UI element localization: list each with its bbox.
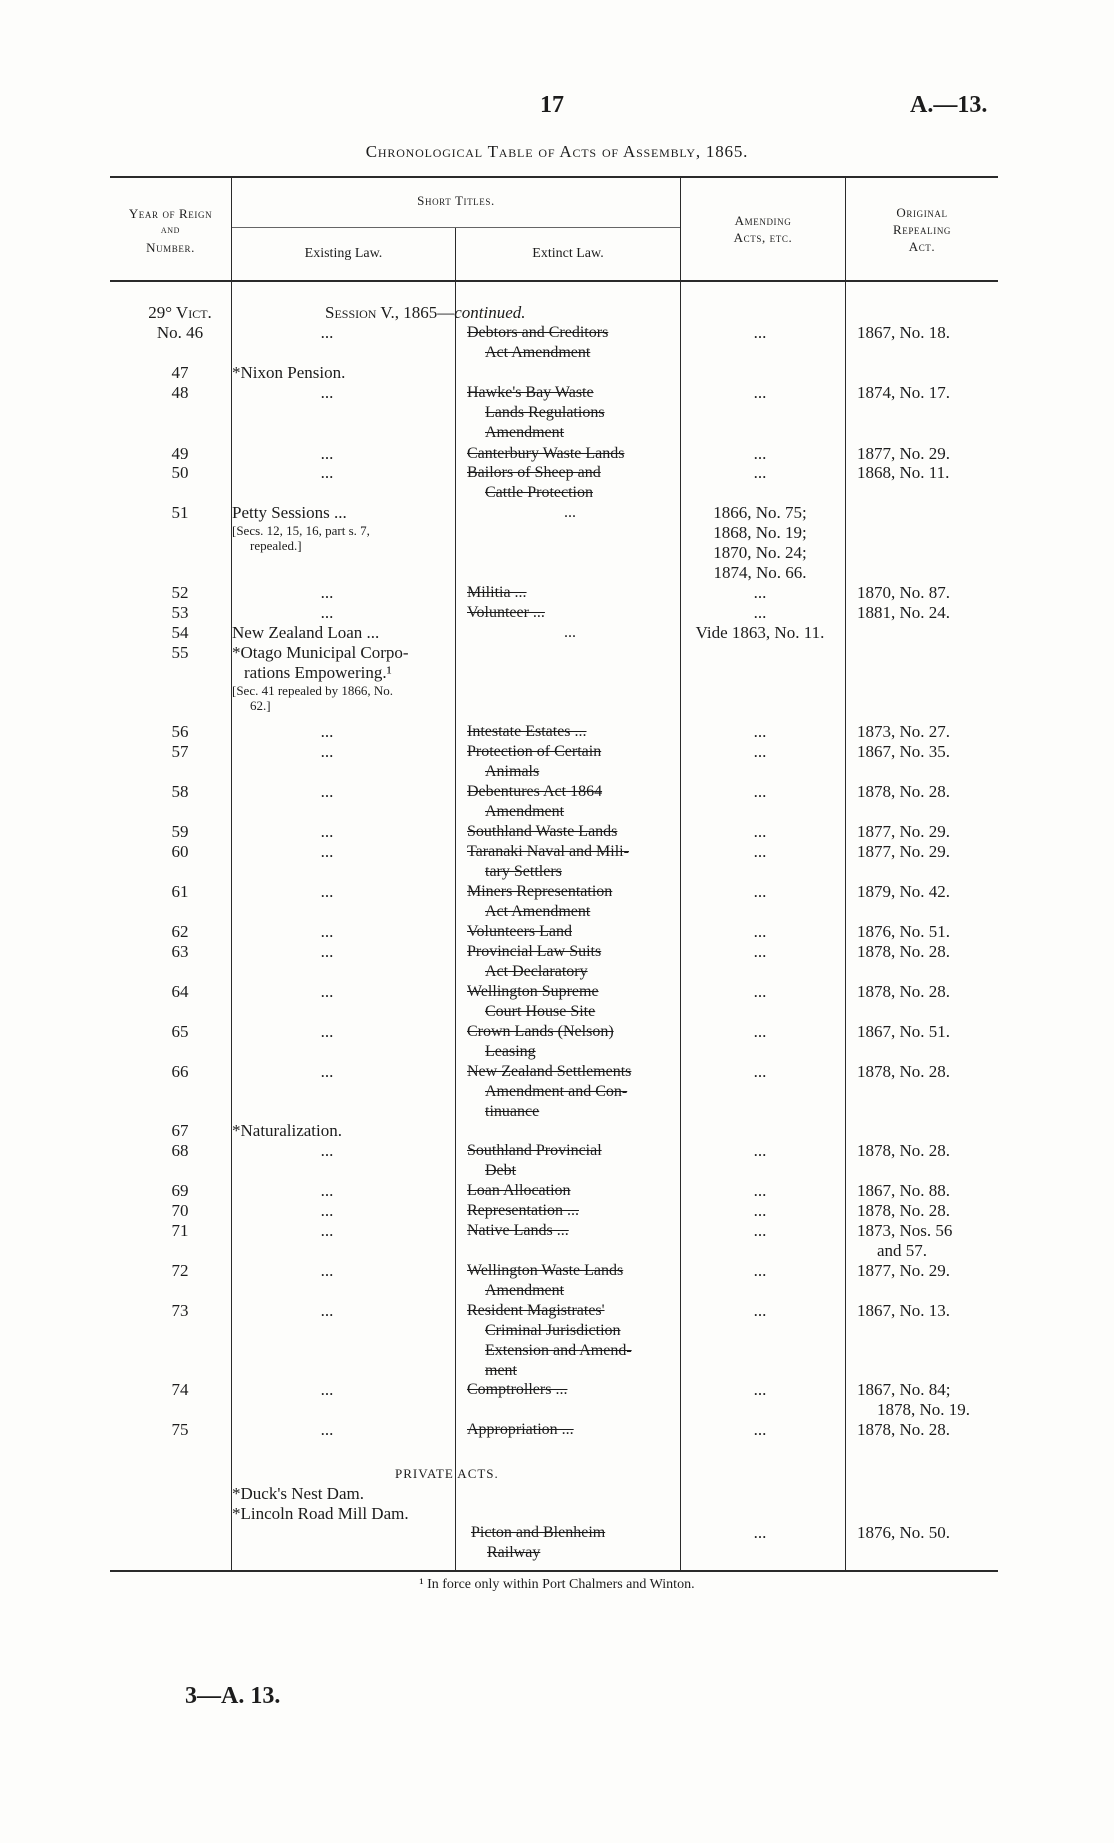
extinct-law: Wellington Waste Lands Amendment bbox=[467, 1262, 624, 1299]
existing-law: ... bbox=[320, 782, 334, 801]
private-extinct: Picton and Blenheim Railway bbox=[471, 1524, 606, 1561]
extinct-law: ... bbox=[564, 504, 576, 521]
existing-law: ... bbox=[320, 1022, 334, 1041]
extinct-law: Hawke's Bay Waste Lands Regulations Amendment bbox=[467, 384, 605, 441]
header-top-rule bbox=[110, 176, 998, 178]
row-number: 69 bbox=[171, 1181, 189, 1200]
extinct-law: Canterbury Waste Lands bbox=[467, 445, 625, 462]
extinct-law: Taranaki Naval and Mili- tary Settlers bbox=[467, 843, 629, 880]
repealing-act: 1867, No. 18. bbox=[857, 323, 951, 342]
row-number: 66 bbox=[171, 1062, 189, 1081]
extinct-law: Resident Magistrates' Criminal Jurisdiction Extension and Amend- ment bbox=[467, 1302, 632, 1379]
amending-acts: 1866, No. 75; 1868, No. 19; 1870, No. 24; 1874, No. 66. bbox=[713, 503, 807, 582]
repealing-act: 1877, No. 29. bbox=[857, 444, 951, 463]
existing-law: ... bbox=[320, 882, 334, 901]
existing-law: *Naturalization. bbox=[232, 1121, 342, 1140]
repealing-act: 1878, No. 28. bbox=[857, 782, 951, 801]
amending-acts: ... bbox=[753, 782, 767, 801]
amending-acts: ... bbox=[753, 1261, 767, 1280]
repealing-act: 1867, No. 51. bbox=[857, 1022, 951, 1041]
existing-law: ... bbox=[320, 323, 334, 342]
amending-acts: ... bbox=[753, 1141, 767, 1160]
repealing-act: 1867, No. 35. bbox=[857, 742, 951, 761]
amending-acts: ... bbox=[753, 463, 767, 482]
extinct-law: Southland Waste Lands bbox=[467, 823, 618, 840]
row-number: 63 bbox=[171, 942, 189, 961]
repealing-act: 1873, Nos. 56 and 57. bbox=[857, 1221, 953, 1260]
existing-law: ... bbox=[320, 822, 334, 841]
repealing-act: 1870, No. 87. bbox=[857, 583, 951, 602]
short-titles-divider bbox=[232, 227, 680, 228]
existing-law: ... bbox=[320, 842, 334, 861]
amending-acts: ... bbox=[753, 444, 767, 463]
row-number: 67 bbox=[171, 1121, 189, 1140]
existing-law: Petty Sessions ... bbox=[232, 503, 347, 522]
repealing-act: 1878, No. 28. bbox=[857, 982, 951, 1001]
repealing-act: 1877, No. 29. bbox=[857, 1261, 951, 1280]
signature-mark: 3—A. 13. bbox=[185, 1683, 281, 1709]
header-extinct: Extinct Law. bbox=[532, 246, 604, 261]
amending-acts: Vide 1863, No. 11. bbox=[695, 623, 825, 642]
extinct-law: Bailors of Sheep and Cattle Protection bbox=[467, 464, 601, 501]
row-number: 49 bbox=[171, 444, 189, 463]
amending-acts: ... bbox=[753, 942, 767, 961]
row-number: 54 bbox=[171, 623, 189, 642]
amending-acts: ... bbox=[753, 383, 767, 402]
row-number: 51 bbox=[171, 503, 189, 522]
repealing-act: 1878, No. 28. bbox=[857, 1141, 951, 1160]
extinct-law: Volunteers Land bbox=[467, 923, 573, 940]
existing-law: ... bbox=[320, 1141, 334, 1160]
private-acts-label: PRIVATE ACTS. bbox=[395, 1466, 499, 1481]
amending-acts: ... bbox=[753, 1301, 767, 1320]
header-existing: Existing Law. bbox=[304, 246, 383, 261]
extinct-law: Militia ... bbox=[467, 584, 527, 601]
amending-acts: ... bbox=[753, 323, 767, 342]
extinct-law: Provincial Law Suits Act Declaratory bbox=[467, 943, 602, 980]
document-code: A.—13. bbox=[910, 92, 988, 118]
existing-law-note: [Secs. 12, 15, 16, part s. 7, repealed.] bbox=[232, 523, 370, 553]
row-number: 75 bbox=[171, 1420, 189, 1439]
row-number: No. 46 bbox=[156, 323, 204, 342]
row-number: 61 bbox=[171, 882, 189, 901]
amending-acts: ... bbox=[753, 822, 767, 841]
private-item: *Duck's Nest Dam. bbox=[232, 1484, 364, 1503]
repealing-act: 1877, No. 29. bbox=[857, 842, 951, 861]
extinct-law: Appropriation ... bbox=[467, 1421, 574, 1438]
repealing-act: 1873, No. 27. bbox=[857, 722, 951, 741]
row-number: 52 bbox=[171, 583, 189, 602]
row-number: 57 bbox=[171, 742, 189, 761]
row-number: 71 bbox=[171, 1221, 189, 1240]
amending-acts: ... bbox=[753, 882, 767, 901]
existing-law-note: [Sec. 41 repealed by 1866, No. 62.] bbox=[232, 683, 394, 713]
year-label: 29° Vict. bbox=[148, 303, 212, 322]
amending-acts: ... bbox=[753, 742, 767, 761]
repealing-act: 1878, No. 28. bbox=[857, 1201, 951, 1220]
existing-law: ... bbox=[320, 583, 334, 602]
extinct-law: Protection of Certain Animals bbox=[467, 743, 602, 780]
existing-law: ... bbox=[320, 922, 334, 941]
repealing-act: 1878, No. 28. bbox=[857, 1062, 951, 1081]
row-number: 50 bbox=[171, 463, 189, 482]
extinct-law: Loan Allocation bbox=[467, 1182, 571, 1199]
extinct-law: Southland Provincial Debt bbox=[467, 1142, 602, 1179]
header-amending: Amending Acts, etc. bbox=[733, 213, 793, 245]
extinct-law: Volunteer ... bbox=[467, 604, 545, 621]
existing-law: ... bbox=[320, 1221, 334, 1240]
header-short-titles: Short Titles. bbox=[417, 193, 495, 208]
extinct-law: Debentures Act 1864 Amendment bbox=[467, 783, 603, 820]
row-number: 65 bbox=[171, 1022, 189, 1041]
private-item: *Lincoln Road Mill Dam. bbox=[232, 1504, 409, 1523]
existing-law: New Zealand Loan ... bbox=[232, 623, 380, 642]
existing-law: ... bbox=[320, 383, 334, 402]
amending-acts: ... bbox=[753, 1221, 767, 1240]
existing-law: ... bbox=[320, 463, 334, 482]
extinct-law: Representation ... bbox=[467, 1202, 579, 1219]
extinct-law: Native Lands ... bbox=[467, 1222, 569, 1239]
row-number: 55 bbox=[171, 643, 189, 662]
row-number: 70 bbox=[171, 1201, 189, 1220]
row-number: 59 bbox=[171, 822, 189, 841]
extinct-law: Debtors and Creditors Act Amendment bbox=[467, 324, 609, 361]
repealing-act: 1874, No. 17. bbox=[857, 383, 951, 402]
repealing-act: 1867, No. 84; 1878, No. 19. bbox=[857, 1380, 971, 1419]
row-number: 58 bbox=[171, 782, 189, 801]
row-number: 56 bbox=[171, 722, 189, 741]
page-number: 17 bbox=[540, 92, 564, 118]
private-repealing: 1876, No. 50. bbox=[857, 1523, 951, 1542]
extinct-law: Wellington Supreme Court House Site bbox=[467, 983, 599, 1020]
amending-acts: ... bbox=[753, 1022, 767, 1041]
row-number: 48 bbox=[171, 383, 189, 402]
extinct-law: Intestate Estates ... bbox=[467, 723, 587, 740]
extinct-law: Crown Lands (Nelson) Leasing bbox=[467, 1023, 614, 1060]
footnote: ¹ In force only within Port Chalmers and Winton. bbox=[419, 1577, 695, 1592]
existing-law: ... bbox=[320, 603, 334, 622]
session-heading: Session V., 1865—continued. bbox=[325, 303, 526, 322]
existing-law: ... bbox=[320, 722, 334, 741]
row-number: 53 bbox=[171, 603, 189, 622]
existing-law: ... bbox=[320, 1062, 334, 1081]
row-number: 72 bbox=[171, 1261, 189, 1280]
existing-law: *Nixon Pension. bbox=[232, 363, 346, 382]
existing-law: ... bbox=[320, 982, 334, 1001]
repealing-act: 1867, No. 13. bbox=[857, 1301, 951, 1320]
existing-law: *Otago Municipal Corpo- rations Empowering.¹ bbox=[232, 643, 409, 682]
repealing-act: 1876, No. 51. bbox=[857, 922, 951, 941]
amending-acts: ... bbox=[753, 842, 767, 861]
amending-acts: ... bbox=[753, 1420, 767, 1439]
header-repealing: Original Repealing Act. bbox=[892, 205, 952, 254]
existing-law: ... bbox=[320, 444, 334, 463]
repealing-act: 1879, No. 42. bbox=[857, 882, 951, 901]
repealing-act: 1877, No. 29. bbox=[857, 822, 951, 841]
row-number: 64 bbox=[171, 982, 189, 1001]
header-bottom-rule bbox=[110, 280, 998, 282]
existing-law: ... bbox=[320, 1420, 334, 1439]
repealing-act: 1878, No. 28. bbox=[857, 1420, 951, 1439]
existing-law: ... bbox=[320, 1261, 334, 1280]
amending-acts: ... bbox=[753, 922, 767, 941]
existing-law: ... bbox=[320, 1201, 334, 1220]
table-bottom-rule bbox=[110, 1570, 998, 1572]
header-year: Year of Reign and Number. bbox=[128, 206, 213, 255]
extinct-law: Miners Representation Act Amendment bbox=[467, 883, 613, 920]
amending-acts: ... bbox=[753, 1201, 767, 1220]
repealing-act: 1878, No. 28. bbox=[857, 942, 951, 961]
amending-acts: ... bbox=[753, 1062, 767, 1081]
col-line-2 bbox=[455, 228, 456, 1570]
row-number: 73 bbox=[171, 1301, 189, 1320]
amending-acts: ... bbox=[753, 1380, 767, 1399]
private-amend: ... bbox=[753, 1523, 767, 1542]
page-title: Chronological Table of Acts of Assembly, 1865. bbox=[365, 142, 749, 161]
existing-law: ... bbox=[320, 942, 334, 961]
amending-acts: ... bbox=[753, 982, 767, 1001]
row-number: 62 bbox=[171, 922, 189, 941]
extinct-law: Comptrollers ... bbox=[467, 1381, 568, 1398]
existing-law: ... bbox=[320, 742, 334, 761]
row-number: 47 bbox=[171, 363, 189, 382]
row-number: 60 bbox=[171, 842, 189, 861]
amending-acts: ... bbox=[753, 603, 767, 622]
amending-acts: ... bbox=[753, 583, 767, 602]
row-number: 74 bbox=[171, 1380, 189, 1399]
extinct-law: New Zealand Settlements Amendment and Con- tinuance bbox=[467, 1063, 632, 1120]
repealing-act: 1867, No. 88. bbox=[857, 1181, 951, 1200]
repealing-act: 1881, No. 24. bbox=[857, 603, 951, 622]
amending-acts: ... bbox=[753, 722, 767, 741]
existing-law: ... bbox=[320, 1301, 334, 1320]
amending-acts: ... bbox=[753, 1181, 767, 1200]
extinct-law: ... bbox=[564, 624, 576, 641]
existing-law: ... bbox=[320, 1181, 334, 1200]
row-number: 68 bbox=[171, 1141, 189, 1160]
repealing-act: 1868, No. 11. bbox=[857, 463, 950, 482]
existing-law: ... bbox=[320, 1380, 334, 1399]
col-line-4 bbox=[845, 178, 846, 1570]
